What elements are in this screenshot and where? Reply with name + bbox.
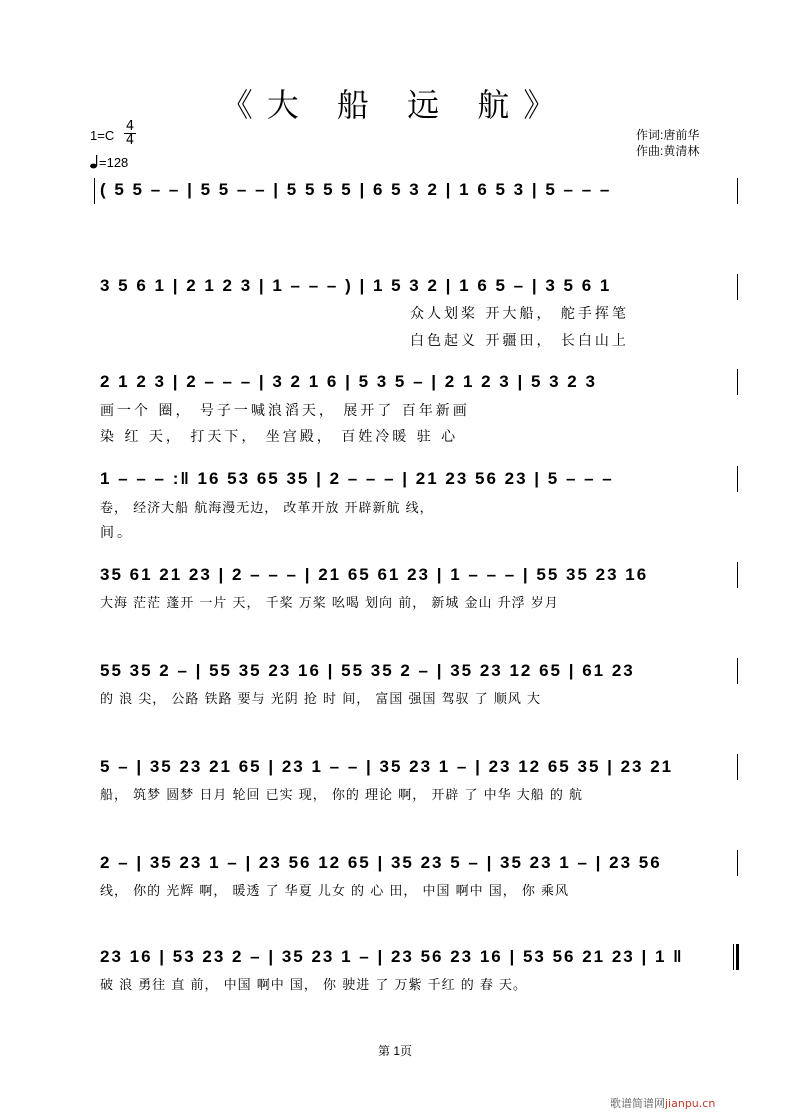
page-number: 第 1页 (377, 1044, 412, 1058)
lyric-line-6: 的 浪 尖， 公路 铁路 要与 光阴 抢 时 间， 富国 强国 驾驭 了 顺风 大 (100, 692, 541, 707)
song-title: 《大 船 远 航》 (220, 86, 570, 124)
final-thick-bar (736, 944, 739, 970)
tempo-value: =128 (99, 155, 129, 170)
lyric-line-4-verse-2: 间。 (100, 525, 134, 541)
lyric-line-7: 船， 筑梦 圆梦 日月 轮回 已实 现， 你的 理论 啊， 开辟 了 中华 大船 的 航 (100, 788, 583, 803)
time-signature-top: 4 (125, 119, 135, 134)
credits (636, 127, 699, 159)
notation-line-5: 35 61 21 23 | 2 – – – | 21 65 61 23 | 1 – – – | 55 35 23 16 (100, 565, 649, 584)
watermark (610, 1095, 715, 1111)
quarter-note-icon (90, 155, 99, 169)
time-signature (124, 120, 136, 147)
final-thin-bar (733, 944, 734, 970)
time-signature-bottom: 4 (125, 133, 135, 148)
notation-line-2: 3 5 6 1 | 2 1 2 3 | 1 – – – ) | 1 5 3 2 | 1 6 5 – | 3 5 6 1 (100, 276, 612, 295)
lyric-line-2-verse-2: 白色起义 开疆田， 长白山上 (410, 333, 629, 349)
notation-line-6: 55 35 2 – | 55 35 23 16 | 55 35 2 – | 35 23 12 65 | 61 23 (100, 661, 635, 680)
lyric-line-4-verse-1: 卷， 经济大船 航海漫无边， 改革开放 开辟新航 线， (100, 501, 434, 516)
lyric-line-2-verse-1: 众人划桨 开大船， 舵手挥笔 (410, 306, 629, 322)
lyric-line-9: 破 浪 勇往 直 前， 中国 啊中 国， 你 驶进 了 万紫 千红 的 春 天。 (100, 978, 527, 993)
tempo-marking (90, 155, 128, 170)
key-signature: 1=C (90, 128, 115, 143)
watermark-site-name: 歌谱简谱网 (610, 1097, 665, 1110)
notation-line-1: ( 5 5 – – | 5 5 – – | 5 5 5 5 | 6 5 3 2 | 1 6 5 3 | 5 – – – (100, 180, 612, 199)
notation-line-4: 1 – – – :‖ 16 53 65 35 | 2 – – – | 21 23 56 23 | 5 – – – (100, 469, 614, 488)
lyricist-credit: 作词:唐前华 (636, 128, 700, 142)
composer-credit: 作曲:黄清林 (636, 144, 700, 158)
notation-line-9: 23 16 | 53 23 2 – | 35 23 1 – | 23 56 23 16 | 53 56 21 23 | 1 ‖ (100, 947, 684, 966)
lyric-line-8: 线， 你的 光辉 啊， 暖透 了 华夏 儿女 的 心 田， 中国 啊中 国， 你 乘风 (100, 884, 569, 899)
lyric-line-3-verse-1: 画一个 圈， 号子一喊浪滔天， 展开了 百年新画 (100, 403, 470, 419)
system-left-bar (94, 178, 95, 204)
lyric-line-3-verse-2: 染 红 天， 打天下， 坐宫殿， 百姓冷暖 驻 心 (100, 429, 459, 445)
notation-line-3: 2 1 2 3 | 2 – – – | 3 2 1 6 | 5 3 5 – | 2 1 2 3 | 5 3 2 3 (100, 372, 597, 391)
notation-line-8: 2 – | 35 23 1 – | 23 56 12 65 | 35 23 5 – | 35 23 1 – | 23 56 (100, 853, 662, 872)
watermark-domain: jianpu.cn (665, 1097, 716, 1110)
notation-line-7: 5 – | 35 23 21 65 | 23 1 – – | 35 23 1 – | 23 12 65 35 | 23 21 (100, 757, 674, 776)
lyric-line-5: 大海 茫茫 蓬开 一片 天， 千桨 万桨 吆喝 划向 前， 新城 金山 升浮 岁月 (100, 596, 559, 611)
